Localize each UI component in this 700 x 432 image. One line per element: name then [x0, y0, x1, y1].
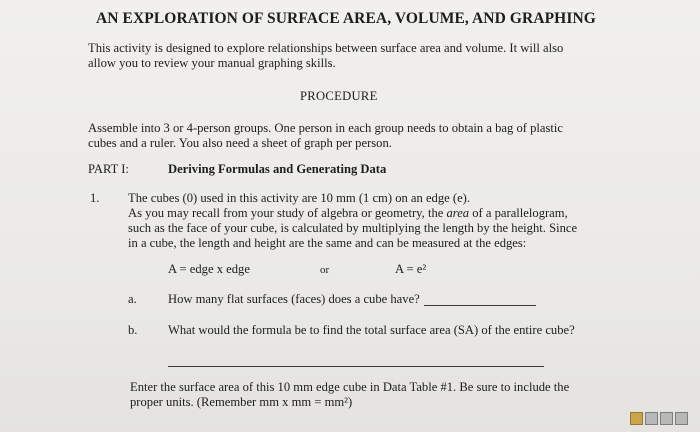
- item-1-line-3: such as the face of your cube, is calculated by multiplying the length by the height. Since: [128, 221, 578, 235]
- document-title: AN EXPLORATION OF SURFACE AREA, VOLUME, AND GRAPHING: [96, 10, 596, 27]
- part-label: PART I:: [88, 162, 129, 176]
- question-a-label: a.: [128, 292, 137, 306]
- assemble-paragraph: [88, 121, 563, 151]
- question-a-text: How many flat surfaces (faces) does a cube have?: [168, 292, 420, 306]
- toolbar-square-icon: [660, 412, 673, 425]
- item-1-line-2: As you may recall from your study of algebra or geometry, the area of a parallelogram,: [128, 206, 568, 220]
- toolbar-square-icon: [645, 412, 658, 425]
- toolbar-square-icon: [630, 412, 643, 425]
- formula-or: or: [320, 264, 330, 276]
- formula-left: A = edge x edge: [168, 262, 250, 276]
- answer-line-b[interactable]: [168, 366, 544, 367]
- intro-line-2: allow you to review your manual graphing skills.: [88, 56, 336, 70]
- procedure-heading: PROCEDURE: [300, 89, 378, 103]
- question-b-text: What would the formula be to find the total surface area (SA) of the entire cube?: [168, 323, 575, 337]
- toolbar-square-icon: [675, 412, 688, 425]
- item-number: 1.: [90, 191, 100, 205]
- assemble-line-1: Assemble into 3 or 4-person groups. One person in each group needs to obtain a bag of plastic: [88, 121, 563, 135]
- area-emphasis: area: [446, 206, 470, 220]
- enter-line-1: Enter the surface area of this 10 mm edge cube in Data Table #1. Be sure to include the: [130, 380, 570, 394]
- part-title: Deriving Formulas and Generating Data: [168, 162, 387, 176]
- assemble-line-2: cubes and a ruler. You also need a sheet of graph per person.: [88, 136, 392, 150]
- intro-line-1: This activity is designed to explore relationships between surface area and volume. It will also: [88, 41, 564, 55]
- question-b-label: b.: [128, 323, 138, 337]
- formula-right: A = e²: [395, 262, 427, 276]
- item-1-line-1: The cubes (0) used in this activity are 10 mm (1 cm) on an edge (e).: [128, 191, 471, 205]
- item-1-line-4: in a cube, the length and height are the same and can be measured at the edges:: [128, 236, 527, 250]
- answer-line-a[interactable]: [424, 305, 536, 306]
- enter-paragraph: [130, 380, 569, 410]
- intro-paragraph: [88, 41, 563, 71]
- enter-line-2: proper units. (Remember mm x mm = mm²): [130, 395, 353, 409]
- corner-toolbar-icon: [630, 410, 692, 426]
- item-1-text: [128, 191, 577, 251]
